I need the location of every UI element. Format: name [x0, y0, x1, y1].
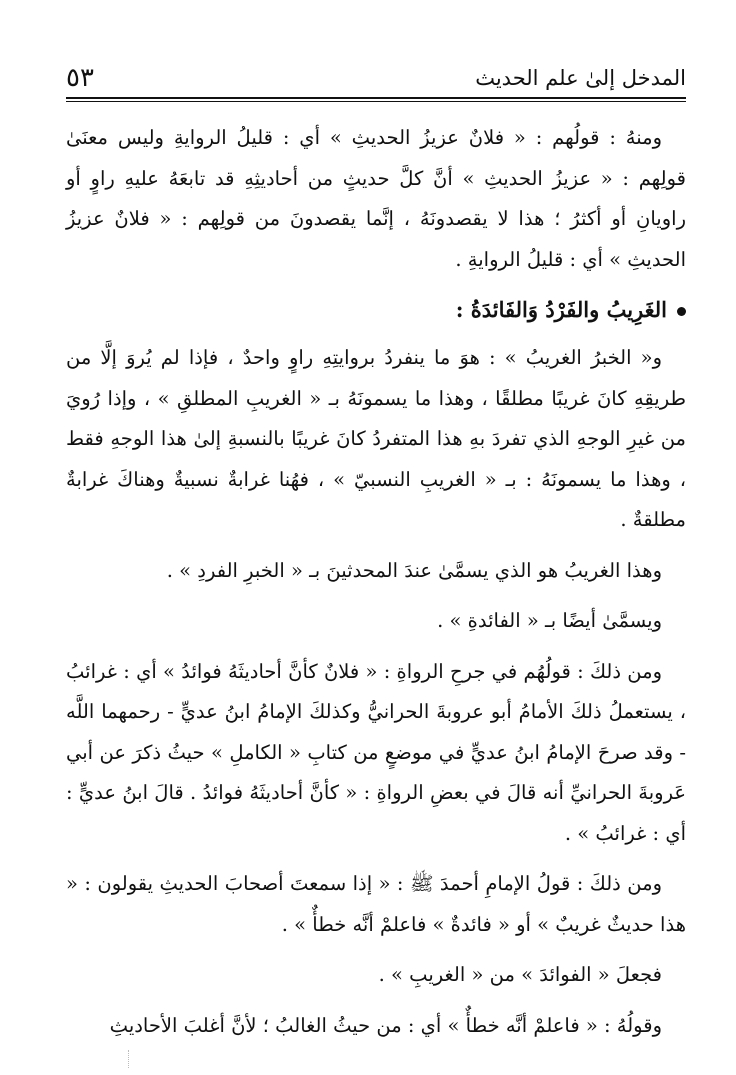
body-text [66, 118, 686, 1056]
paragraph-faida: ويسمَّىٰ أيضًا بـ « الفائدةِ » . [437, 609, 662, 632]
section-heading [66, 290, 686, 330]
paragraph-fawaid: فجعلَ « الفوائدَ » من « الغريبِ » . [378, 963, 662, 986]
paragraph-ghareeb-definition: و« الخبرُ الغريبُ » : هوَ ما ينفردُ بروايتِهِ راوٍ واحدٌ ، فإذا لم يُروَ إلَّا من طريقِهِ كانَ غريبًا مطلقًا ، وهذا ما يسمونَهُ بـ « الغريبِ المطلقِ » ، وإذا رُويَ من غيرِ الوجهِ الذي تفردَ بهِ هذا المتفردُ كانَ غريبًا بالنسبةِ إلىٰ هذا الوجهِ فقط ، وهذا ما يسمونَهُ : بـ « الغريبِ النسبيّ » ، فهُنا غرابةٌ نسبيةٌ وهناكَ غرابةٌ مطلقةٌ . [66, 346, 686, 531]
bullet-icon [677, 307, 686, 316]
paragraph-khata: وقولُهُ : « فاعلمْ أنَّه خطأٌ » أي : من حيثُ الغالبُ ؛ لأنَّ أغلبَ الأحاديثِ [109, 1013, 662, 1037]
section-heading-text: الغَرِيبُ والفَرْدُ وَالفَائدَةُ : [455, 297, 667, 322]
header-rule-thin [66, 101, 686, 102]
running-title: المدخل إلىٰ علم الحديث [475, 66, 686, 90]
paragraph-khabar-fard: وهذا الغريبُ هو الذي يسمَّىٰ عندَ المحدثينَ بـ « الخبرِ الفردِ » . [166, 558, 662, 582]
paragraph-azeez: ومنهُ : قولُهم : « فلانٌ عزيزُ الحديثِ » أي : قليلُ الروايةِ وليس معنَىٰ قولِهم : « عزيزُ الحديثِ » أنَّ كلَّ حديثٍ من أحاديثِهِ قد تابعَهُ عليهِ راوٍ أو راويانِ أو أكثرُ ؛ هذا لا يقصدونَهُ ، إنَّما يقصدونَ من قولِهم : « فلانٌ عزيزُ الحديثِ » أي : قليلُ الروايةِ . [66, 126, 686, 271]
paragraph-jarh-ruwat: ومن ذلكَ : قولُهُم في جرحِ الرواةِ : « فلانٌ كأنَّ أحاديثَهُ فوائدُ » أي : غرائبُ ، يستعملُ ذلكَ الأمامُ أبو عروبةَ الحرانيُّ وكذلكَ الإمامُ ابنُ عديٍّ - رحمهما اللَّه - وقد صرحَ الإمامُ ابنُ عديٍّ في موضعٍ من كتابِ « الكاملِ » حيثُ ذكرَ عن أبي عَروبةَ الحرانيِّ أنه قالَ في بعضِ الرواةِ : « كأنَّ أحاديثَهُ فوائدُ . قالَ ابنُ عديٍّ : أي : غرائبُ » . [66, 659, 686, 845]
paragraph-imam-ahmad: ومن ذلكَ : قولُ الإمامِ أحمدَ ﷺ : « إذا سمعتَ أصحابَ الحديثِ يقولون : « هذا حديثٌ غريبٌ » أو « فائدةٌ » فاعلمْ أنَّه خطأٌ » . [66, 872, 686, 936]
page-header [66, 62, 686, 94]
scan-mark [128, 1050, 130, 1068]
header-rule [66, 97, 686, 99]
page-number: ٥٣ [66, 63, 94, 93]
